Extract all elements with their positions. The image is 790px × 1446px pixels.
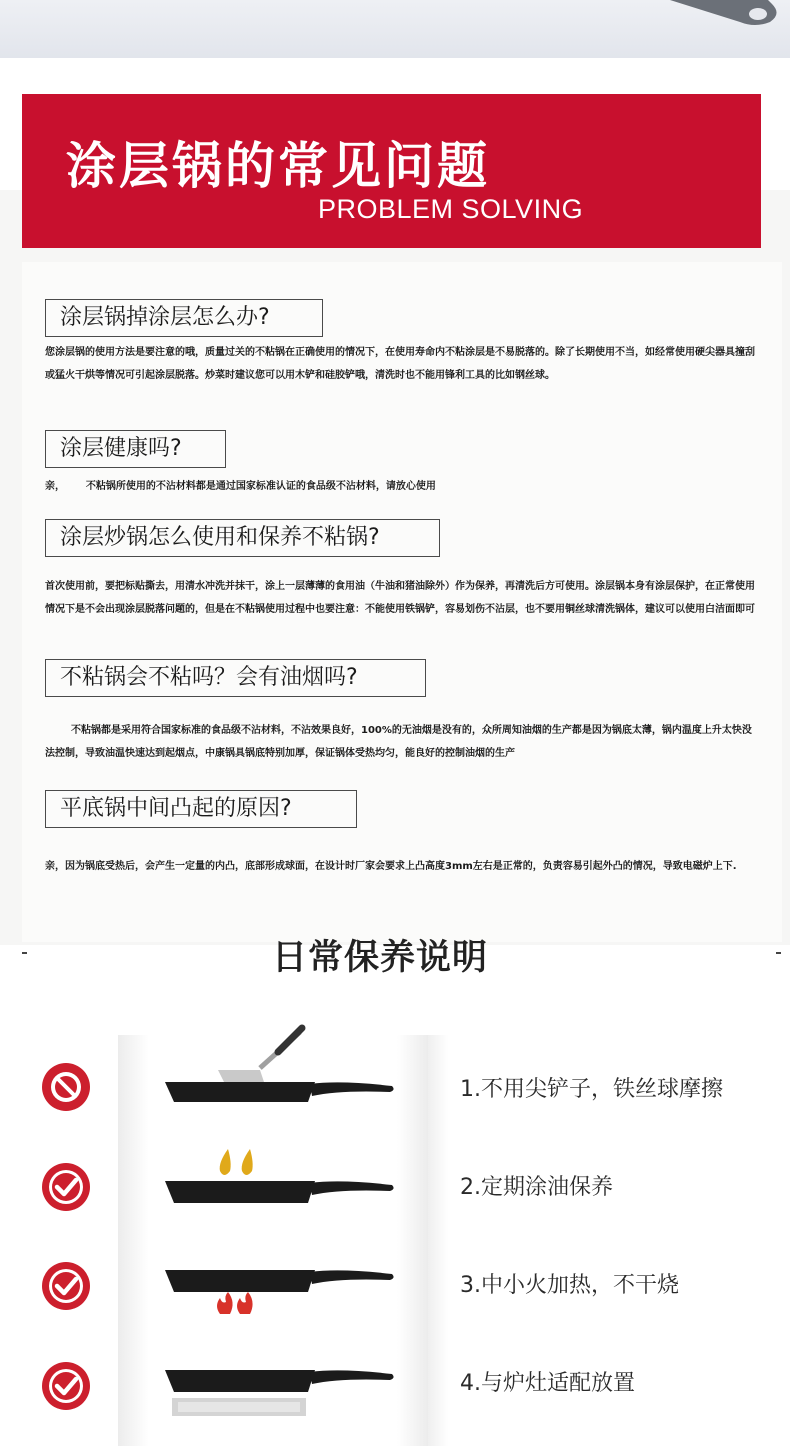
- check-icon: [42, 1163, 90, 1211]
- care-item-text: 4.与炉灶适配放置: [460, 1371, 635, 1396]
- banner-title: 涂层锅的常见问题: [66, 137, 490, 195]
- pan-handle-image: [630, 0, 780, 40]
- banner-subtitle: PROBLEM SOLVING: [318, 194, 584, 224]
- faq-question: 平底锅中间凸起的原因?: [45, 790, 357, 828]
- check-icon: [42, 1262, 90, 1310]
- faq-answer: 您涂层锅的使用方法是要注意的哦，质量过关的不粘锅在正确使用的情况下，在使用寿命内不粘涂层是不易脱落的。除了长期使用不当，如经常使用硬尖器具撞刮或猛火干烘等情况可引起涂层脱落。炒菜时建议您可以用木铲和硅胶铲哦，清洗时也不能用锋利工具的比如钢丝球。: [45, 347, 755, 381]
- check-icon: [42, 1362, 90, 1410]
- faq-question: 不粘锅会不粘吗？会有油烟吗?: [45, 659, 426, 697]
- faq-question: 涂层炒锅怎么使用和保养不粘锅?: [45, 519, 440, 557]
- faq-answer: 不粘锅都是采用符合国家标准的食品级不沾材料，不沾效果良好，100%的无油烟是没有的，众所周知油烟的生产都是因为锅底太薄，锅内温度上升太快没法控制，导致油温快速达到起烟点，中康锅具锅底特别加厚，保证锅体受热均匀，能良好的控制油烟的生产: [45, 725, 752, 759]
- faq-answer: 亲， 不粘锅所使用的不沾材料都是通过国家标准认证的食品级不沾材料，请放心使用: [45, 481, 436, 492]
- faq-banner: [22, 94, 761, 248]
- pan-with-oil-drops-icon: [160, 1145, 400, 1215]
- pan-with-metal-spatula-icon: [160, 1020, 400, 1110]
- care-section-title: 日常保养说明: [271, 938, 488, 978]
- faq-question: 涂层锅掉涂层怎么办?: [45, 299, 323, 337]
- faq-question: 涂层健康吗?: [45, 430, 226, 468]
- care-item-text: 1.不用尖铲子，铁丝球摩擦: [460, 1077, 723, 1102]
- pan-over-small-flame-icon: [160, 1262, 400, 1322]
- no-entry-icon: [42, 1063, 90, 1111]
- divider-mark: [776, 952, 781, 954]
- faq-answer: 亲，因为锅底受热后，会产生一定量的内凸，底部形成球面，在设计时厂家会要求上凸高度3mm左右是正常的，负责容易引起外凸的情况，导致电磁炉上下.: [45, 861, 737, 872]
- top-product-strip: [0, 0, 790, 58]
- faq-answer: 首次使用前，要把标贴撕去，用清水冲洗并抹干，涂上一层薄薄的食用油（牛油和猪油除外）作为保养，再清洗后方可使用。涂层锅本身有涂层保护，在正常使用情况下是不会出现涂层脱落问题的，但是在不粘锅使用过程中也要注意：不能使用铁锅铲，容易划伤不沾层，也不要用铜丝球清洗锅体，建议可以使用白洁面即可: [45, 581, 755, 615]
- care-item-text: 3.中小火加热，不干烧: [460, 1273, 679, 1298]
- pan-on-stove-icon: [160, 1362, 400, 1422]
- care-item-text: 2.定期涂油保养: [460, 1175, 613, 1200]
